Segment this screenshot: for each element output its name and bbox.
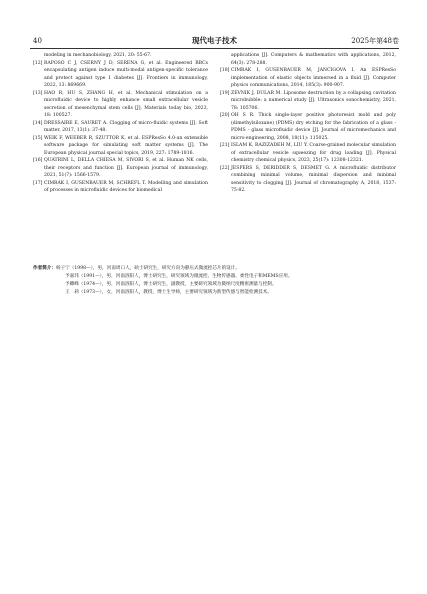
reference-entry (220, 67, 396, 90)
reference-entry (33, 157, 208, 180)
reference-number: [18] (220, 68, 230, 73)
reference-text: applications [J]. Computers & mathematics with applications, 2012, 64(3): 278-288. (231, 53, 396, 66)
reference-number: [12] (33, 60, 43, 66)
author-intro-text: 杨子宁（1998—），男，河南周口人，硕士研究生，研究方向为静压式微流控芯片的设计。 (55, 266, 240, 271)
reference-entry (33, 60, 208, 90)
reference-text: modeling in mechanobiology, 2021, 20: 55-67. (44, 53, 152, 58)
reference-number: [19] (220, 90, 230, 96)
reference-text: CIMRÁK I, GUSENBAUER M, SCHREFL T. Modelling and simulation of processes in microfluidic devices for biomedical (44, 180, 208, 193)
reference-number: [17] (33, 180, 43, 186)
journal-name: 现代电子技术 (192, 36, 237, 45)
reference-number: [16] (33, 158, 43, 163)
reference-entry (33, 52, 208, 60)
reference-number: [14] (33, 120, 43, 126)
page-number: 40 (33, 37, 42, 45)
references-right-column (220, 52, 396, 195)
author-line: 予卿峰（1974—），男，河南洛阳人，博士研究生，副教授，主要研究领域为微纳尺度精密测量与控制。 (65, 282, 277, 287)
reference-text: RAPOSO C J, CSERNY J D, SERENA G, et al. Engineered RBCs encapsulating antigen induce multi-modal antigen-specific tolerance and protect against type 1 diabetes [J]. Frontiers in immunology, 2022, 13: 869669. (44, 60, 208, 88)
page-header (30, 35, 399, 47)
author-line: 王 莉（1973—），女，河南洛阳人，教授，博士生导师，主要研究领域为新型传感与智能检测技术。 (65, 290, 272, 295)
reference-text: ISLAM K, RAZIZADEH M, LIU Y. Coarse-grained molecular simulation of extracellular vesicle squeezing for drug loading [J]. Physical chemistry chemical physics, 2023, 25(17): 12308-12321. (231, 143, 396, 163)
reference-entry (220, 142, 396, 165)
reference-entry (220, 52, 396, 67)
references-left-column (33, 52, 208, 195)
reference-entry (33, 90, 208, 120)
reference-text: WEIK F, WEEBER R, SZUTTOR K, et al. ESPResSo 4.0-an extensible software package for simulating soft matter systems [J]. The European physical journal special topics, 2019, 227: 1789-1816. (44, 135, 208, 156)
reference-text: CIMRAK I, GUSENBAUER M, JANCIGOVA I. An ESPResSo implementation of elastic objects immersed in a fluid [J]. Computer physics communications, 2014, 185(3): 900-907. (231, 68, 396, 88)
reference-number: [13] (33, 90, 43, 96)
reference-number: [20] (220, 113, 230, 118)
author-intro-label: 作者简介： (33, 266, 56, 271)
reference-entry (33, 120, 208, 135)
reference-entry (33, 135, 208, 158)
header-rule (30, 48, 399, 49)
author-line: 予嘉玮（1991—），男，河南洛阳人，博士研究生，研究领域为微流控、生物传感器、柔性电子和MEMS应用。 (65, 274, 293, 279)
author-line (33, 265, 395, 273)
reference-text: ZEVNIK J, DULAR M. Liposome destruction by a collapsing cavitation microbubble: a numerical study [J]. Ultrasonics sonochemistry, 2021, 78: 105706. (231, 90, 396, 111)
reference-entry (33, 180, 208, 195)
reference-number: [22] (220, 165, 230, 171)
reference-entry (220, 90, 396, 113)
reference-entry (220, 165, 396, 195)
reference-text: HAO R, HU S, ZHANG H, et al. Mechanical stimulation on a microfluidic device to highly enhance small extracellular vesicle secretion of mesenchymal stem cells [J]. Materials today bio, 2023, 18: 100527. (44, 90, 208, 118)
reference-number: [15] (33, 135, 43, 141)
author-introduction (33, 265, 395, 297)
reference-entry (220, 112, 396, 142)
reference-text: DRESSAIRE E, SAURET A. Clogging of micro-fluidic systems [J]. Soft matter, 2017, 13(1): 37-48. (44, 120, 208, 133)
reference-text: QUATRINI L, DELLA CHIESA M, SIVORI S, et al. Human NK cells, their receptors and function [J]. European journal of immunology, 2021, 51(7): 1566-1579. (44, 158, 208, 178)
issue-info: 2025年第48卷 (351, 37, 399, 45)
reference-text: OH S R. Thick single-layer positive photoresist mold and poly (dimethylsiloxane) (PDMS) dry etching for the fabrication of a glass - PDMS - glass microfluidic device [J]. Journal of micromechanics and micro-engineering, 2008, 18(11): 115025. (231, 113, 396, 141)
reference-text: JESPERS S, DERIDDER S, DESMET G. A microfluidic distributor combining minimal volume, minimal dispersion and minimal sensitivity to clogging [J]. Journal of chromatography A, 2018, 1537: 75-82. (231, 165, 396, 193)
reference-number: [21] (220, 143, 230, 148)
